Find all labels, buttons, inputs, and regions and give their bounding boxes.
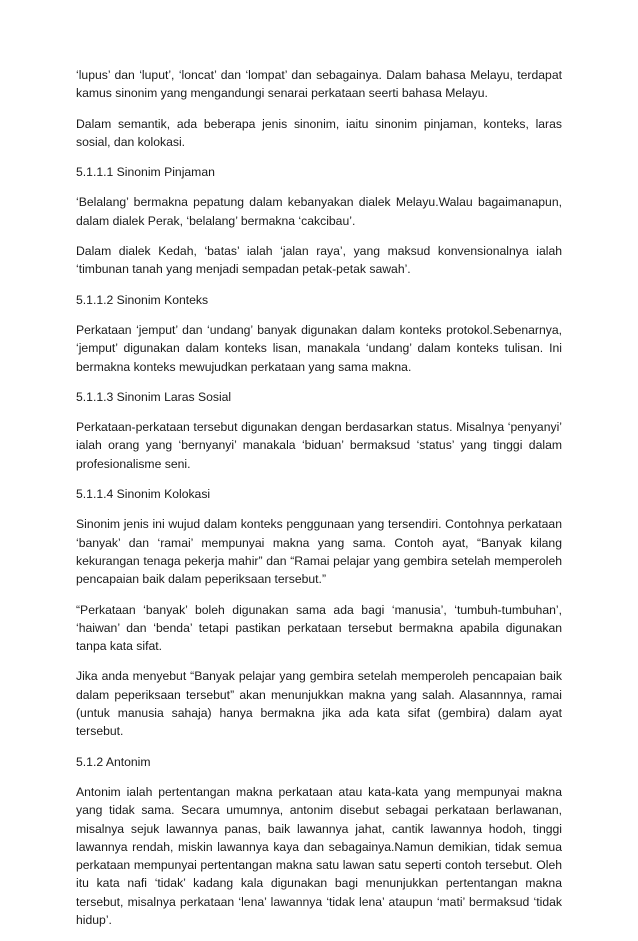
paragraph: ‘Belalang’ bermakna pepatung dalam kebanyakan dialek Melayu.Walau bagaimanapun, dalam dialek Perak, ‘belalang’ bermakna ‘cakcibau’. [76, 195, 562, 228]
section-heading: 5.1.1.4 Sinonim Kolokasi [76, 487, 211, 502]
paragraph: Sinonim jenis ini wujud dalam konteks penggunaan yang tersendiri. Contohnya perkataan ‘banyak’ dan ‘ramai’ mempunyai makna yang sama. Contoh ayat, “Banyak kilang kekurangan tenaga pekerja mahir” dan “Ramai pelajar yang gembira setelah memperoleh pencapaian baik dalam peperiksaan tersebut.” [76, 517, 562, 587]
section-heading: 5.1.2 Antonim [76, 754, 151, 769]
paragraph: Antonim ialah pertentangan makna perkataan atau kata-kata yang mempunyai makna yang tidak sama. Secara umumnya, antonim disebut sebagai perkataan berlawanan, misalnya sejuk lawannya panas, baik lawannya jahat, cantik lawannya hodoh, tinggi lawannya rendah, miskin lawannya kaya dan sebagainya.Namun demikian, tidak semua perkataan mempunyai pertentangan makna satu lawan satu seperti contoh tersebut. Oleh itu kata nafi ‘tidak’ kadang kala digunakan bagi menunjukkan pertentangan makna tersebut, misalnya perkataan ‘lena’ lawannya ‘tidak lena’ ataupun ‘mati’ bermaksud ‘tidak hidup’. [76, 784, 562, 927]
section-heading: 5.1.1.2 Sinonim Konteks [76, 292, 209, 307]
section-heading: 5.1.1.3 Sinonim Laras Sosial [76, 389, 232, 404]
paragraph: Dalam dialek Kedah, ‘batas’ ialah ‘jalan raya’, yang maksud konvensionalnya ialah ‘timbunan tanah yang menjadi sempadan petak-petak sawah’. [76, 244, 562, 277]
paragraph: ‘lupus’ dan ‘luput’, ‘loncat’ dan ‘lompat’ dan sebagainya. Dalam bahasa Melayu, terdapat kamus sinonim yang mengandungi senarai perkataan seerti bahasa Melayu. [76, 68, 562, 101]
paragraph: Perkataan ‘jemput’ dan ‘undang’ banyak digunakan dalam konteks protokol.Sebenarnya, ‘jemput’ digunakan dalam konteks lisan, manakala ‘undang’ dalam konteks tulisan. Ini bermakna konteks mewujudkan perkataan yang sama makna. [76, 322, 562, 374]
document-page [76, 66, 562, 941]
section-heading: 5.1.1.1 Sinonim Pinjaman [76, 165, 215, 180]
paragraph: Jika anda menyebut “Banyak pelajar yang gembira setelah memperoleh pencapaian baik dalam peperiksaan tersebut” akan menunjukkan makna yang salah. Alasannnya, ramai (untuk manusia sahaja) hanya bermakna jika ada kata sifat (gembira) dalam ayat tersebut. [76, 669, 562, 739]
paragraph: “Perkataan ‘banyak’ boleh digunakan sama ada bagi ‘manusia’, ‘tumbuh-tumbuhan’, ‘haiwan’ dan ‘benda’ tetapi pastikan perkataan tersebut bermakna apabila digunakan tanpa kata sifat. [76, 602, 562, 654]
paragraph: Dalam semantik, ada beberapa jenis sinonim, iaitu sinonim pinjaman, konteks, laras sosial, dan kolokasi. [76, 116, 562, 149]
paragraph: Perkataan-perkataan tersebut digunakan dengan berdasarkan status. Misalnya ‘penyanyi’ ialah orang yang ‘bernyanyi’ manakala ‘biduan’ bermaksud ‘status’ yang tinggi dalam profesionalisme seni. [76, 420, 562, 471]
